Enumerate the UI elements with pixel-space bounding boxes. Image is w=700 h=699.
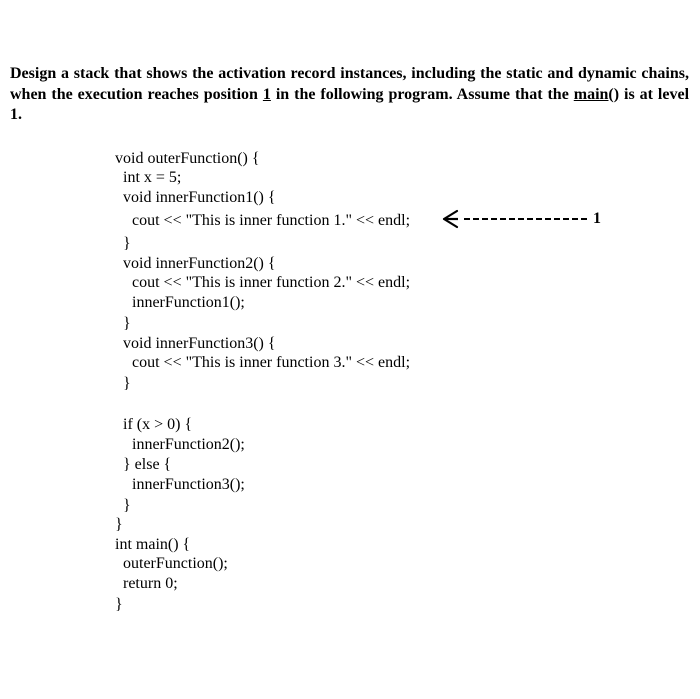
code-line-12: } <box>123 375 131 392</box>
left-arrow-icon <box>442 206 592 232</box>
code-line-22: } <box>115 596 123 613</box>
code-line-20: outerFunction(); <box>123 555 228 572</box>
question-part-3: is at level 1. <box>10 85 690 123</box>
code-line-15: } else { <box>123 456 172 473</box>
question-part-1: Design a stack that shows the activation record instances, including the static and dynamic chains, when the execution reaches position <box>10 65 689 103</box>
code-line-13: if (x > 0) { <box>123 416 193 433</box>
code-line-16: innerFunction3(); <box>132 476 245 493</box>
code-line-18: } <box>115 516 123 533</box>
code-line-14: innerFunction2(); <box>132 436 245 453</box>
code-line-8: innerFunction1(); <box>132 294 245 311</box>
code-line-19: int main() { <box>115 536 191 553</box>
code-line-2: int x = 5; <box>123 169 182 186</box>
position-marker-label: 1 <box>593 210 601 227</box>
code-line-6: void innerFunction2() { <box>123 255 276 272</box>
code-line-3: void innerFunction1() { <box>123 189 276 206</box>
code-line-10: void innerFunction3() { <box>123 335 276 352</box>
code-line-5: } <box>123 235 131 252</box>
position-marker <box>442 206 607 232</box>
code-line-1: void outerFunction() { <box>115 150 260 167</box>
code-line-17: } <box>123 497 131 514</box>
code-line-4: cout << "This is inner function 1." << endl; <box>132 212 411 229</box>
code-line-7: cout << "This is inner function 2." << endl; <box>132 274 411 291</box>
code-line-9: } <box>123 315 131 332</box>
question-part-2: in the following program. Assume that the <box>270 85 574 103</box>
main-word: main() <box>573 85 620 103</box>
position-number: 1 <box>262 85 271 103</box>
code-line-21: return 0; <box>123 575 178 592</box>
code-line-11: cout << "This is inner function 3." << endl; <box>132 354 411 371</box>
